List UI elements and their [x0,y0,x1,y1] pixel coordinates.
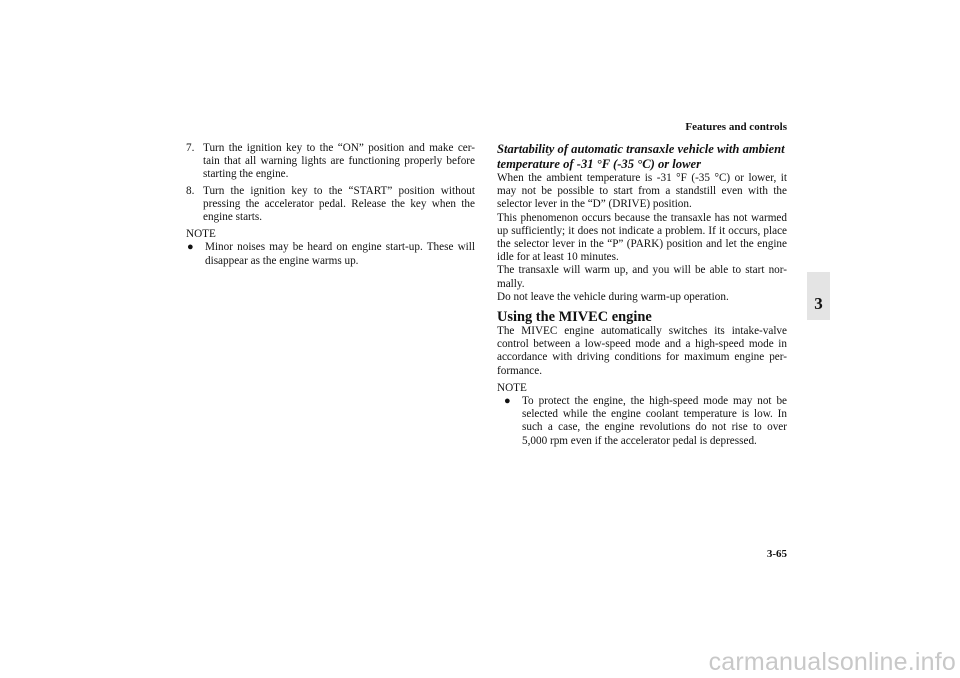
note-label: NOTE [186,228,216,241]
section-header-title: Features and controls [685,121,787,133]
step-item [186,142,475,182]
chapter-tab [807,272,830,320]
step-text: Turn the ignition key to the “ON” position and make cer-tain that all warning lights are functioning properly before starting the engine. [203,142,475,181]
note-bullet-item [186,241,475,267]
note-bullet-item [497,395,787,448]
paragraph: Do not leave the vehicle during warm-up operation. [497,290,729,303]
paragraph: The transaxle will warm up, and you will be able to start nor-mally. [497,264,787,290]
left-column [186,142,475,268]
step-number: 7. [186,142,195,154]
note-bullet-text: Minor noises may be heard on engine start-up. These will disappear as the engine warms up. [205,241,475,267]
bullet-icon: ● [187,241,194,254]
section-heading: Using the MIVEC engine [497,309,652,326]
paragraph: This phenomenon occurs because the transaxle has not warmed up sufficiently; it does not indicate a problem. If it occurs, place the selector lever in the “P” (PARK) position and let the engine idle for at least 10 minutes. [497,211,787,264]
step-number: 8. [186,184,195,197]
page-number: 3-65 [766,548,787,560]
subsection-heading: Startability of automatic transaxle vehicle with ambient temperature of -31 °F (-35 °C) or lower [497,142,785,171]
step-item [186,185,475,225]
chapter-number: 3 [814,294,823,313]
note-label: NOTE [497,381,527,394]
step-text: Turn the ignition key to the “START” position without pressing the accelerator pedal. Release the key when the engine starts. [203,184,475,224]
paragraph: The MIVEC engine automatically switches its intake-valve control between a low-speed mode and a high-speed mode in accordance with driving conditions for maximum engine per-formance. [497,325,787,377]
note-bullet-text: To protect the engine, the high-speed mode may not be selected while the engine coolant temperature is low. In such a case, the engine revolutions do not rise to over 5,000 rpm even if the accelerator pedal is depressed. [522,395,787,447]
watermark: carmanualsonline.info [708,648,956,676]
right-column [497,142,787,448]
paragraph: When the ambient temperature is -31 °F (-35 °C) or lower, it may not be possible to start from a standstill even with the selector lever in the “D” (DRIVE) position. [497,172,787,211]
bullet-icon: ● [504,395,511,408]
